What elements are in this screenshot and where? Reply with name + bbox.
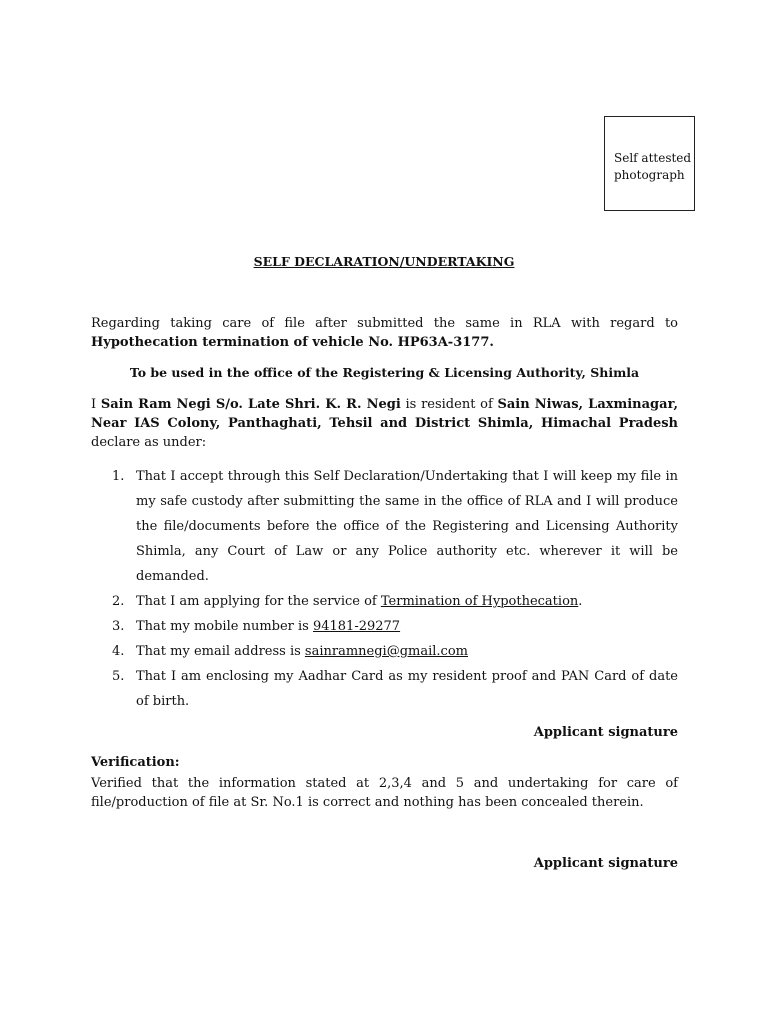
vehicle-reference: Hypothecation termination of vehicle No. HP63A-3177. bbox=[91, 335, 494, 350]
applicant-signature-label-2: Applicant signature bbox=[533, 856, 678, 871]
applicant-address: Sain Niwas, Laxminagar, Near IAS Colony, Panthaghati, Tehsil and District Shimla, Himachal Pradesh bbox=[91, 397, 679, 431]
item-end: . bbox=[578, 594, 583, 609]
authority-subheading: To be used in the office of the Registering & Licensing Authority, Shimla bbox=[129, 365, 640, 380]
regarding-text: Regarding taking care of file after submitted the same in RLA with regard to bbox=[91, 316, 678, 331]
intro-prefix: I bbox=[91, 397, 101, 412]
verification-text: Verified that the information stated at 2,3,4 and 5 and undertaking for care of file/production of file at Sr. No.1 is correct and nothing has been concealed therein. bbox=[91, 776, 678, 810]
document-title: SELF DECLARATION/UNDERTAKING bbox=[253, 254, 515, 269]
list-item bbox=[91, 639, 678, 664]
item-number: 4. bbox=[112, 644, 125, 659]
intro-paragraph bbox=[91, 395, 678, 452]
list-item bbox=[91, 614, 678, 639]
list-item bbox=[91, 664, 678, 714]
regarding-paragraph bbox=[91, 314, 678, 352]
photo-box bbox=[604, 116, 695, 211]
item-text: That I am applying for the service of bbox=[136, 594, 381, 609]
mobile-number: 94181-29277 bbox=[312, 619, 401, 634]
item-text: That I am enclosing my Aadhar Card as my resident proof and PAN Card of date of birth. bbox=[136, 669, 678, 709]
email-address: sainramnegi@gmail.com bbox=[304, 644, 468, 659]
item-text: That my email address is bbox=[136, 644, 305, 659]
service-name: Termination of Hypothecation bbox=[380, 594, 579, 609]
intro-suffix: declare as under: bbox=[91, 435, 207, 450]
verification-heading: Verification: bbox=[91, 755, 180, 770]
applicant-name: Sain Ram Negi S/o. Late Shri. K. R. Negi bbox=[100, 397, 401, 412]
item-number: 1. bbox=[112, 469, 125, 484]
photo-box-label: Self attested photograph bbox=[614, 151, 692, 182]
declaration-list bbox=[91, 464, 678, 714]
list-item bbox=[91, 464, 678, 589]
intro-middle: is resident of bbox=[400, 397, 498, 412]
item-text: That I accept through this Self Declaration/Undertaking that I will keep my file in my safe custody after submitting the same in the office of RLA and I will produce the file/documents before the office of the Registering and Licensing Authority Shimla, any Court of Law or any Police authority etc. wherever it will be demanded. bbox=[136, 469, 678, 584]
applicant-signature-label: Applicant signature bbox=[533, 725, 678, 740]
item-number: 3. bbox=[112, 619, 125, 634]
item-number: 2. bbox=[112, 594, 125, 609]
item-number: 5. bbox=[112, 669, 125, 684]
item-text: That my mobile number is bbox=[136, 619, 313, 634]
list-item bbox=[91, 589, 678, 614]
